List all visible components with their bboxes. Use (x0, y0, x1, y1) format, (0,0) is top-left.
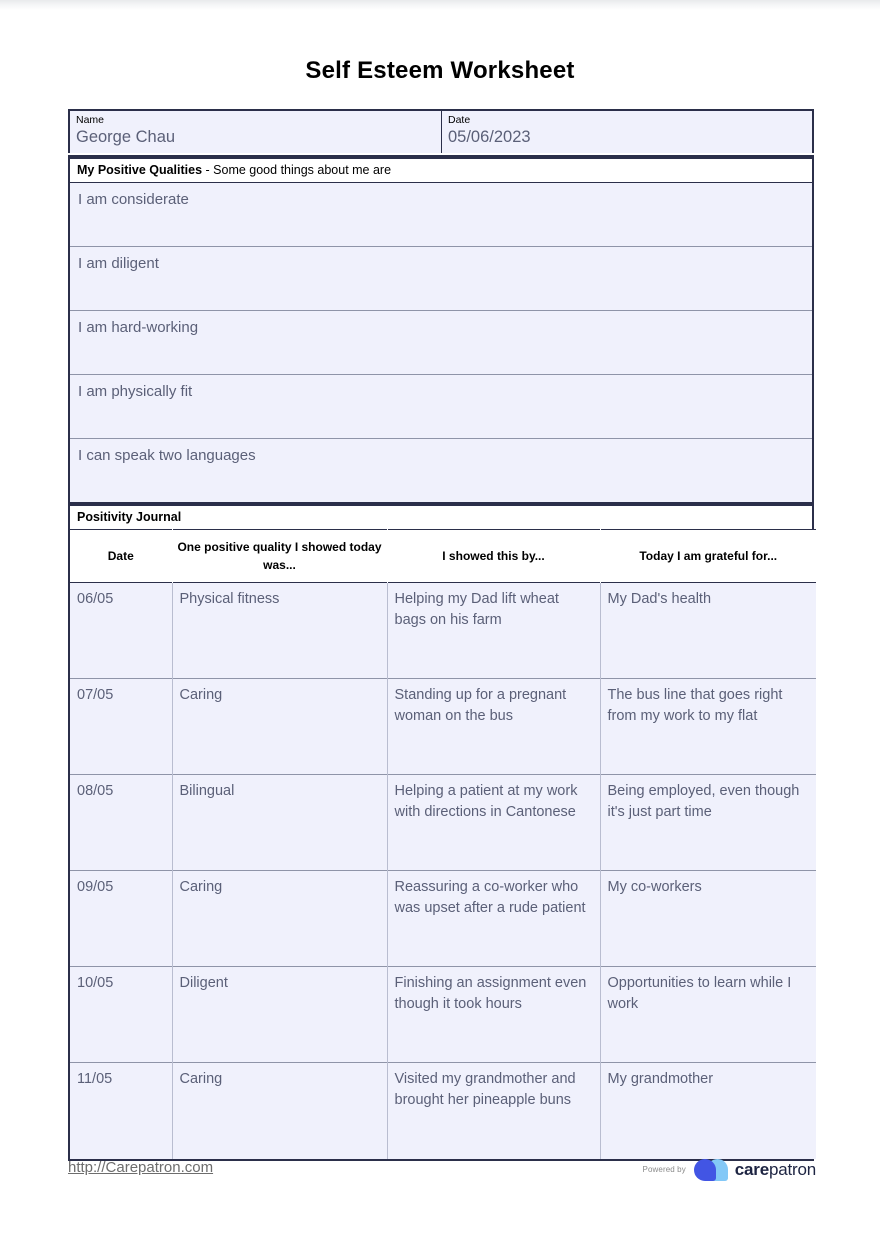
carepatron-logo-icon (694, 1158, 728, 1182)
table-row (70, 583, 816, 679)
table-row (70, 871, 816, 967)
positivity-journal-table (70, 529, 816, 1159)
table-row (70, 967, 816, 1063)
cell-showed-by[interactable]: Helping a patient at my work with directions in Cantonese (387, 775, 600, 871)
positivity-journal-caption (70, 504, 812, 529)
column-header-grateful-for: Today I am grateful for... (600, 530, 816, 583)
carepatron-wordmark-bold: care (734, 1160, 769, 1179)
cell-grateful-for[interactable]: The bus line that goes right from my work to my flat (600, 679, 816, 775)
quality-row[interactable]: I am considerate (70, 182, 812, 246)
cell-quality[interactable]: Bilingual (172, 775, 387, 871)
name-date-row (70, 111, 812, 153)
cell-grateful-for[interactable]: Opportunities to learn while I work (600, 967, 816, 1063)
cell-grateful-for[interactable]: My co-workers (600, 871, 816, 967)
journal-table-head (70, 530, 816, 583)
cell-quality[interactable]: Caring (172, 679, 387, 775)
name-date-section (68, 109, 814, 153)
cell-date[interactable]: 07/05 (70, 679, 172, 775)
column-header-showed-by: I showed this by... (387, 530, 600, 583)
journal-table-body (70, 583, 816, 1159)
positive-qualities-caption-strong: My Positive Qualities (77, 163, 203, 177)
cell-grateful-for[interactable]: Being employed, even though it's just part time (600, 775, 816, 871)
column-header-quality: One positive quality I showed today was... (172, 530, 387, 583)
date-field[interactable] (442, 111, 812, 153)
cell-quality[interactable]: Caring (172, 1063, 387, 1159)
quality-row[interactable]: I am diligent (70, 246, 812, 310)
column-header-date: Date (70, 530, 172, 583)
name-label: Name (76, 114, 105, 126)
cell-showed-by[interactable]: Standing up for a pregnant woman on the bus (387, 679, 600, 775)
cell-showed-by[interactable]: Visited my grandmother and brought her pineapple buns (387, 1063, 600, 1159)
cell-date[interactable]: 08/05 (70, 775, 172, 871)
table-row (70, 775, 816, 871)
table-row (70, 679, 816, 775)
positive-qualities-caption (70, 157, 812, 182)
page-footer (68, 1155, 816, 1185)
carepatron-branding (643, 1155, 816, 1185)
cell-date[interactable]: 09/05 (70, 871, 172, 967)
name-value: George Chau (76, 128, 176, 146)
cell-grateful-for[interactable]: My grandmother (600, 1063, 816, 1159)
positive-qualities-section (68, 155, 814, 502)
table-row (70, 1063, 816, 1159)
cell-showed-by[interactable]: Reassuring a co-worker who was upset after a rude patient (387, 871, 600, 967)
quality-row[interactable]: I am hard-working (70, 310, 812, 374)
cell-date[interactable]: 06/05 (70, 583, 172, 679)
date-label: Date (448, 114, 471, 126)
cell-quality[interactable]: Caring (172, 871, 387, 967)
carepatron-wordmark (735, 1160, 816, 1180)
cell-date[interactable]: 10/05 (70, 967, 172, 1063)
cell-showed-by[interactable]: Helping my Dad lift wheat bags on his farm (387, 583, 600, 679)
positive-qualities-caption-rest: - Some good things about me are (202, 163, 392, 177)
page-title: Self Esteem Worksheet (305, 57, 575, 84)
positivity-journal-caption-text: Positivity Journal (77, 510, 182, 524)
positivity-journal-section (68, 502, 814, 1161)
carepatron-wordmark-light: patron (768, 1160, 816, 1179)
quality-row[interactable]: I am physically fit (70, 374, 812, 438)
carepatron-url-link[interactable]: http://Carepatron.com (68, 1159, 214, 1176)
date-value: 05/06/2023 (448, 128, 531, 146)
name-field[interactable] (70, 111, 442, 153)
cell-date[interactable]: 11/05 (70, 1063, 172, 1159)
quality-row[interactable]: I can speak two languages (70, 438, 812, 502)
cell-showed-by[interactable]: Finishing an assignment even though it took hours (387, 967, 600, 1063)
powered-by-label: Powered by (642, 1165, 686, 1174)
cell-quality[interactable]: Physical fitness (172, 583, 387, 679)
cell-grateful-for[interactable]: My Dad's health (600, 583, 816, 679)
journal-header-row (70, 530, 816, 583)
cell-quality[interactable]: Diligent (172, 967, 387, 1063)
